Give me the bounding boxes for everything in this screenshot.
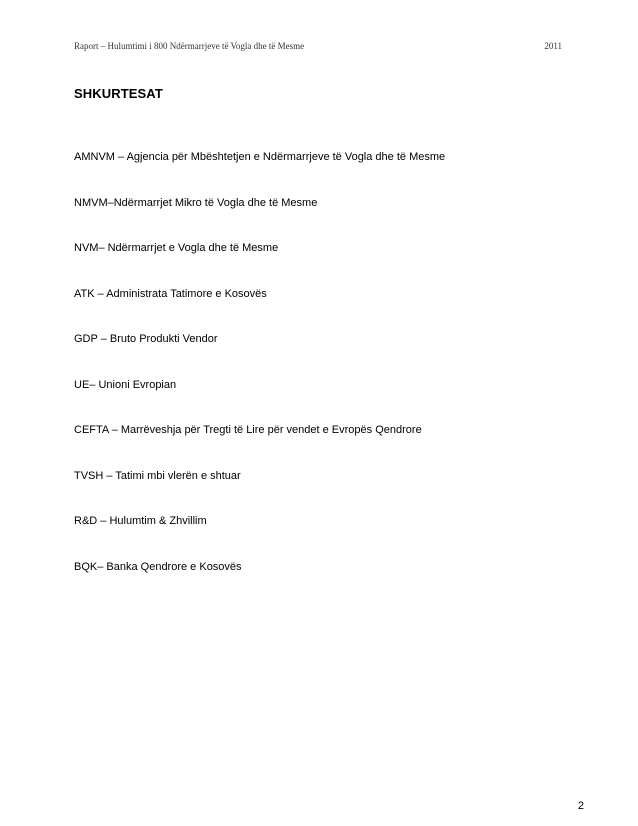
page-number: 2 — [577, 800, 584, 812]
page-header — [74, 38, 564, 54]
abbreviation-item: CEFTA – Marrëveshja për Tregti të Lire për vendet e Evropës Qendrore — [74, 424, 422, 436]
abbreviation-item: NVM– Ndërmarrjet e Vogla dhe të Mesme — [74, 242, 279, 254]
abbreviation-item: BQK– Banka Qendrore e Kosovës — [74, 560, 242, 573]
abbreviation-list — [74, 150, 445, 605]
header-title: Raport – Hulumtimi i 800 Ndërmarrjeve të Vogla dhe të Mesme — [74, 41, 305, 51]
abbreviation-item: NMVM–Ndërmarrjet Mikro të Vogla dhe të Mesme — [74, 196, 318, 209]
section-title: SHKURTESAT — [74, 86, 163, 101]
abbreviation-item: R&D – Hulumtim & Zhvillim — [74, 515, 207, 527]
header-year: 2011 — [544, 41, 562, 51]
abbreviation-item: TVSH – Tatimi mbi vlerën e shtuar — [74, 469, 241, 482]
abbreviation-item: GDP – Bruto Produkti Vendor — [74, 333, 218, 345]
abbreviation-item: AMNVM – Agjencia për Mbështetjen e Ndërmarrjeve të Vogla dhe të Mesme — [74, 151, 446, 163]
abbreviation-item: ATK – Administrata Tatimore e Kosovës — [74, 287, 267, 300]
abbreviation-item: UE– Unioni Evropian — [74, 378, 177, 391]
